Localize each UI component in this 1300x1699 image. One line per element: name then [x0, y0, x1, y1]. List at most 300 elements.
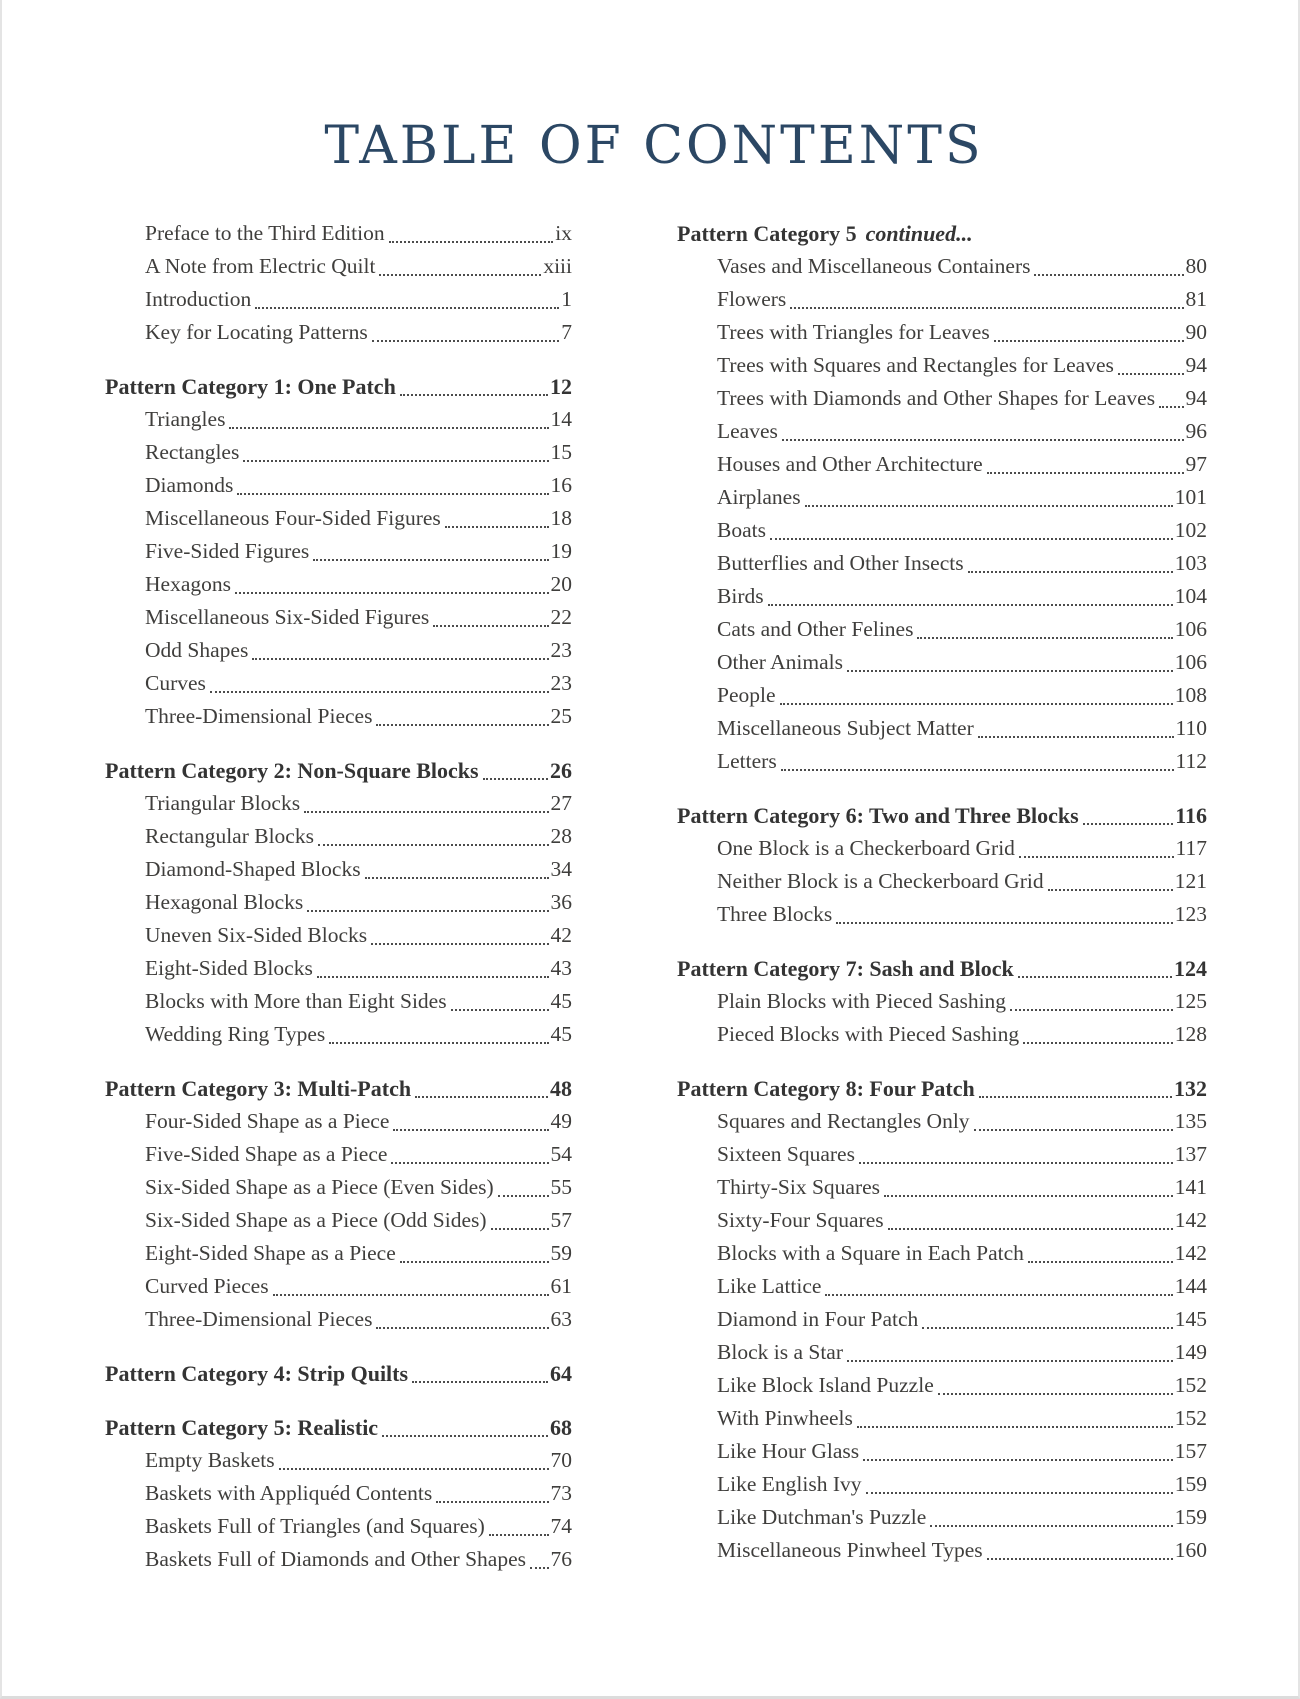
- dot-leader: [781, 769, 1174, 771]
- toc-entry: [677, 514, 1207, 547]
- entry-label: Rectangular Blocks: [145, 824, 314, 849]
- toc-entry: [105, 1138, 572, 1171]
- dot-leader: [1018, 976, 1172, 978]
- toc-entry: [105, 634, 572, 667]
- page-number: 20: [550, 572, 572, 597]
- entry-label: Baskets with Appliquéd Contents: [145, 1481, 433, 1506]
- toc-entry: [105, 820, 572, 853]
- page-number: 152: [1174, 1373, 1207, 1398]
- dot-leader: [317, 976, 549, 978]
- entry-label: Birds: [717, 584, 764, 609]
- page-number: 145: [1174, 1307, 1207, 1332]
- entry-label: Trees with Triangles for Leaves: [717, 320, 990, 345]
- page-number: 23: [550, 638, 572, 663]
- toc-entry: [677, 712, 1207, 745]
- dot-leader: [922, 1327, 1173, 1329]
- page-number: 142: [1174, 1208, 1207, 1233]
- toc-entry: [105, 886, 572, 919]
- entry-label: Hexagonal Blocks: [145, 890, 304, 915]
- page-number: 141: [1174, 1175, 1207, 1200]
- dot-leader: [400, 394, 548, 396]
- entry-label: A Note from Electric Quilt: [145, 254, 376, 279]
- dot-leader: [491, 1228, 549, 1230]
- page-number: 96: [1185, 419, 1207, 444]
- toc-entry: [677, 1303, 1207, 1336]
- toc-entry: [677, 316, 1207, 349]
- page-number: 104: [1174, 584, 1207, 609]
- dot-leader: [235, 592, 549, 594]
- toc-section-heading: [105, 1072, 572, 1105]
- page-number: 15: [550, 440, 572, 465]
- dot-leader: [1118, 373, 1184, 375]
- dot-leader: [389, 241, 554, 243]
- page-title: TABLE OF CONTENTS: [324, 116, 984, 176]
- toc-section-heading: [677, 217, 1207, 250]
- dot-leader: [279, 1468, 549, 1470]
- entry-label: Curved Pieces: [145, 1274, 269, 1299]
- toc-column-left: [105, 217, 572, 1576]
- page-number: 61: [550, 1274, 572, 1299]
- dot-leader: [372, 340, 560, 342]
- toc-entry: [105, 250, 572, 283]
- dot-leader: [968, 571, 1173, 573]
- entry-label: Curves: [145, 671, 206, 696]
- dot-leader: [1083, 823, 1174, 825]
- toc-entry: [105, 985, 572, 1018]
- entry-label: Trees with Diamonds and Other Shapes for Leaves: [717, 386, 1156, 411]
- page-number: 159: [1174, 1505, 1207, 1530]
- page-number: 132: [1174, 1076, 1207, 1102]
- toc-entry: [677, 865, 1207, 898]
- toc-entry: [677, 1105, 1207, 1138]
- dot-leader: [790, 307, 1183, 309]
- page-number: 81: [1185, 287, 1207, 312]
- entry-label: Miscellaneous Four-Sided Figures: [145, 506, 441, 531]
- toc-entry: [105, 1477, 572, 1510]
- page-number: 36: [550, 890, 572, 915]
- toc-entry: [105, 787, 572, 820]
- dot-leader: [917, 637, 1172, 639]
- toc-entry: [105, 1303, 572, 1336]
- toc-entry: [677, 1402, 1207, 1435]
- toc-section: [105, 1411, 572, 1576]
- page-number: 14: [550, 407, 572, 432]
- toc-entry: [105, 700, 572, 733]
- dot-leader: [445, 526, 549, 528]
- page-number: 137: [1174, 1142, 1207, 1167]
- entry-label: Triangular Blocks: [145, 791, 301, 816]
- page-number: 142: [1174, 1241, 1207, 1266]
- page-number: 49: [550, 1109, 572, 1134]
- page-number: 18: [550, 506, 572, 531]
- entry-label: Diamond-Shaped Blocks: [145, 857, 361, 882]
- toc-entry: [677, 1018, 1207, 1051]
- dot-leader: [393, 1129, 548, 1131]
- page-number: 121: [1174, 869, 1207, 894]
- toc-entry: [105, 403, 572, 436]
- toc-entry: [105, 1270, 572, 1303]
- page-number: 123: [1174, 902, 1207, 927]
- toc-entry: [677, 349, 1207, 382]
- dot-leader: [376, 1327, 548, 1329]
- entry-label: Thirty-Six Squares: [717, 1175, 881, 1200]
- entry-label: Odd Shapes: [145, 638, 249, 663]
- entry-label: Miscellaneous Pinwheel Types: [717, 1538, 983, 1563]
- entry-label: Like English Ivy: [717, 1472, 862, 1497]
- page-number: 34: [550, 857, 572, 882]
- dot-leader: [371, 943, 548, 945]
- entry-label: Three-Dimensional Pieces: [145, 704, 373, 729]
- page-number: 25: [550, 704, 572, 729]
- toc-section-heading: [677, 1072, 1207, 1105]
- page-number: xiii: [543, 254, 572, 279]
- entry-label: Uneven Six-Sided Blocks: [145, 923, 368, 948]
- dot-leader: [329, 1042, 548, 1044]
- page-number: 160: [1174, 1538, 1207, 1563]
- dot-leader: [780, 703, 1173, 705]
- toc-section: [105, 370, 572, 733]
- toc-section-heading: [105, 1411, 572, 1444]
- section-heading-label: Pattern Category 7: Sash and Block: [677, 956, 1014, 982]
- dot-leader: [1010, 1009, 1173, 1011]
- toc-entry: [105, 316, 572, 349]
- toc-entry: [105, 535, 572, 568]
- dot-leader: [979, 1096, 1172, 1098]
- page-number: 73: [550, 1481, 572, 1506]
- toc-entry: [677, 580, 1207, 613]
- entry-label: Five-Sided Figures: [145, 539, 310, 564]
- toc-entry: [677, 250, 1207, 283]
- dot-leader: [884, 1195, 1173, 1197]
- entry-label: Introduction: [145, 287, 252, 312]
- page-number: 26: [550, 758, 572, 784]
- dot-leader: [1048, 889, 1173, 891]
- dot-leader: [938, 1393, 1173, 1395]
- entry-label: Airplanes: [717, 485, 801, 510]
- entry-label: Miscellaneous Six-Sided Figures: [145, 605, 430, 630]
- toc-entry: [105, 1105, 572, 1138]
- page-number: 19: [550, 539, 572, 564]
- toc-section: [105, 217, 572, 349]
- entry-label: Blocks with More than Eight Sides: [145, 989, 447, 1014]
- toc-entry: [677, 646, 1207, 679]
- page-number: 22: [550, 605, 572, 630]
- toc-entry: [677, 448, 1207, 481]
- entry-label: Pieced Blocks with Pieced Sashing: [717, 1022, 1020, 1047]
- dot-leader: [1159, 406, 1183, 408]
- toc-entry: [105, 1018, 572, 1051]
- entry-label: Three-Dimensional Pieces: [145, 1307, 373, 1332]
- entry-label: Wedding Ring Types: [145, 1022, 326, 1047]
- toc-entry: [105, 502, 572, 535]
- entry-label: Like Dutchman's Puzzle: [717, 1505, 927, 1530]
- toc-entry: [105, 1237, 572, 1270]
- toc-entry: [677, 1138, 1207, 1171]
- toc-section-heading: [105, 754, 572, 787]
- dot-leader: [379, 274, 541, 276]
- dot-leader: [987, 472, 1184, 474]
- dot-leader: [847, 670, 1173, 672]
- toc-entry: [677, 898, 1207, 931]
- toc-entry: [105, 436, 572, 469]
- entry-label: Cats and Other Felines: [717, 617, 914, 642]
- entry-label: Like Hour Glass: [717, 1439, 860, 1464]
- entry-label: Boats: [717, 518, 766, 543]
- page-number: 74: [550, 1514, 572, 1539]
- toc-section: [677, 799, 1207, 931]
- toc-entry: [105, 601, 572, 634]
- entry-label: Leaves: [717, 419, 778, 444]
- toc-entry: [105, 853, 572, 886]
- entry-label: Sixteen Squares: [717, 1142, 855, 1167]
- dot-leader: [994, 340, 1184, 342]
- entry-label: Trees with Squares and Rectangles for Leaves: [717, 353, 1114, 378]
- toc-entry: [105, 283, 572, 316]
- entry-label: Miscellaneous Subject Matter: [717, 716, 974, 741]
- section-heading-label: Pattern Category 1: One Patch: [105, 374, 396, 400]
- dot-leader: [243, 460, 548, 462]
- dot-leader: [313, 559, 548, 561]
- toc-entry: [105, 667, 572, 700]
- page-number: 101: [1174, 485, 1207, 510]
- entry-label: Six-Sided Shape as a Piece (Odd Sides): [145, 1208, 487, 1233]
- entry-label: Flowers: [717, 287, 787, 312]
- toc-entry: [105, 952, 572, 985]
- page-number: 97: [1185, 452, 1207, 477]
- dot-leader: [304, 811, 548, 813]
- entry-label: Preface to the Third Edition: [145, 221, 385, 246]
- page-number: 23: [550, 671, 572, 696]
- entry-label: Four-Sided Shape as a Piece: [145, 1109, 390, 1134]
- toc-entry: [677, 1501, 1207, 1534]
- dot-leader: [237, 493, 548, 495]
- dot-leader: [307, 910, 548, 912]
- entry-label: Five-Sided Shape as a Piece: [145, 1142, 388, 1167]
- toc-section: [677, 1072, 1207, 1567]
- page-number: 103: [1174, 551, 1207, 576]
- dot-leader: [273, 1294, 549, 1296]
- toc-entry: [677, 481, 1207, 514]
- page-number: 125: [1174, 989, 1207, 1014]
- toc-entry: [105, 1444, 572, 1477]
- page-number: 27: [550, 791, 572, 816]
- toc-section-heading: [677, 952, 1207, 985]
- entry-label: Like Block Island Puzzle: [717, 1373, 934, 1398]
- dot-leader: [863, 1459, 1173, 1461]
- dot-leader: [1023, 1042, 1173, 1044]
- dot-leader: [436, 1501, 548, 1503]
- page-number: 12: [550, 374, 572, 400]
- toc-entry: [677, 679, 1207, 712]
- toc-entry: [677, 1534, 1207, 1567]
- page-number: 57: [550, 1208, 572, 1233]
- dot-leader: [530, 1567, 549, 1569]
- toc-entry: [677, 547, 1207, 580]
- entry-label: Six-Sided Shape as a Piece (Even Sides): [145, 1175, 494, 1200]
- section-heading-label: Pattern Category 3: Multi-Patch: [105, 1076, 412, 1102]
- toc-entry: [677, 382, 1207, 415]
- dot-leader: [415, 1096, 548, 1098]
- toc-entry: [677, 985, 1207, 1018]
- toc-entry: [677, 1369, 1207, 1402]
- toc-entry: [677, 832, 1207, 865]
- toc-entry: [105, 1171, 572, 1204]
- entry-label: Butterflies and Other Insects: [717, 551, 964, 576]
- page-number: 68: [550, 1415, 572, 1441]
- page-number: ix: [555, 221, 572, 246]
- dot-leader: [229, 427, 548, 429]
- toc-entry: [105, 1543, 572, 1576]
- dot-leader: [365, 877, 549, 879]
- toc-entry: [677, 745, 1207, 778]
- dot-leader: [252, 658, 548, 660]
- dot-leader: [859, 1162, 1173, 1164]
- entry-label: Plain Blocks with Pieced Sashing: [717, 989, 1007, 1014]
- page-number: 135: [1174, 1109, 1207, 1134]
- toc-entry: [677, 1270, 1207, 1303]
- page-number: 80: [1185, 254, 1207, 279]
- dot-leader: [498, 1195, 549, 1197]
- page-number: 7: [561, 320, 572, 345]
- toc-entry: [105, 568, 572, 601]
- toc-entry: [677, 613, 1207, 646]
- page-number: 63: [550, 1307, 572, 1332]
- entry-label: One Block is a Checkerboard Grid: [717, 836, 1015, 861]
- entry-label: Eight-Sided Blocks: [145, 956, 313, 981]
- entry-label: Triangles: [145, 407, 226, 432]
- dot-leader: [782, 439, 1184, 441]
- page-number: 102: [1174, 518, 1207, 543]
- dot-leader: [1034, 274, 1183, 276]
- page-number: 43: [550, 956, 572, 981]
- entry-label: Other Animals: [717, 650, 843, 675]
- entry-label: Key for Locating Patterns: [145, 320, 368, 345]
- section-heading-label: Pattern Category 4: Strip Quilts: [105, 1361, 409, 1387]
- dot-leader: [1019, 856, 1174, 858]
- entry-label: Houses and Other Architecture: [717, 452, 983, 477]
- toc-entry: [677, 1336, 1207, 1369]
- toc-entry: [105, 919, 572, 952]
- entry-label: Neither Block is a Checkerboard Grid: [717, 869, 1044, 894]
- page-number: 110: [1175, 716, 1207, 741]
- page-number: 106: [1174, 617, 1207, 642]
- dot-leader: [489, 1534, 549, 1536]
- page-number: 45: [550, 1022, 572, 1047]
- dot-leader: [930, 1525, 1172, 1527]
- toc-section: [105, 1072, 572, 1336]
- entry-label: Hexagons: [145, 572, 231, 597]
- toc-entry: [105, 1204, 572, 1237]
- page-number: 159: [1174, 1472, 1207, 1497]
- page-number: 28: [550, 824, 572, 849]
- toc-section-heading: [105, 370, 572, 403]
- toc-entry: [677, 1237, 1207, 1270]
- entry-label: People: [717, 683, 776, 708]
- page-number: 128: [1174, 1022, 1207, 1047]
- dot-leader: [974, 1129, 1173, 1131]
- toc-section: [105, 1357, 572, 1390]
- dot-leader: [978, 736, 1174, 738]
- dot-leader: [836, 922, 1173, 924]
- page-number: 48: [550, 1076, 572, 1102]
- entry-label: With Pinwheels: [717, 1406, 853, 1431]
- toc-entry: [105, 217, 572, 250]
- dot-leader: [400, 1261, 549, 1263]
- dot-leader: [888, 1228, 1173, 1230]
- entry-label: Block is a Star: [717, 1340, 843, 1365]
- dot-leader: [825, 1294, 1172, 1296]
- page-number: 45: [550, 989, 572, 1014]
- page-number: 90: [1185, 320, 1207, 345]
- dot-leader: [847, 1360, 1173, 1362]
- dot-leader: [768, 604, 1173, 606]
- toc-section: [105, 754, 572, 1051]
- page-number: 124: [1174, 956, 1207, 982]
- entry-label: Empty Baskets: [145, 1448, 275, 1473]
- page-number: 108: [1174, 683, 1207, 708]
- dot-leader: [451, 1009, 549, 1011]
- page-number: 94: [1185, 353, 1207, 378]
- toc-columns: [105, 217, 1207, 1576]
- entry-label: Squares and Rectangles Only: [717, 1109, 970, 1134]
- dot-leader: [433, 625, 548, 627]
- toc-entry: [677, 1171, 1207, 1204]
- page-number: 106: [1174, 650, 1207, 675]
- section-heading-label: Pattern Category 6: Two and Three Blocks: [677, 803, 1079, 829]
- entry-label: Diamond in Four Patch: [717, 1307, 919, 1332]
- entry-label: Three Blocks: [717, 902, 833, 927]
- dot-leader: [770, 538, 1173, 540]
- toc-column-right: [677, 217, 1207, 1567]
- toc-entry: [677, 1435, 1207, 1468]
- entry-label: Rectangles: [145, 440, 240, 465]
- page-number: 144: [1174, 1274, 1207, 1299]
- entry-label: Baskets Full of Triangles (and Squares): [145, 1514, 485, 1539]
- page-number: 59: [550, 1241, 572, 1266]
- page-number: 117: [1175, 836, 1207, 861]
- section-heading-label: Pattern Category 5: Realistic: [105, 1415, 379, 1441]
- page-number: 152: [1174, 1406, 1207, 1431]
- toc-entry: [677, 283, 1207, 316]
- page-number: 76: [550, 1547, 572, 1572]
- page-number: 112: [1175, 749, 1207, 774]
- entry-label: Eight-Sided Shape as a Piece: [145, 1241, 396, 1266]
- toc-section: [677, 217, 1207, 778]
- section-heading-continued-label: continued...: [865, 221, 973, 247]
- toc-section-heading: [105, 1357, 572, 1390]
- toc-section: [677, 952, 1207, 1051]
- dot-leader: [483, 778, 548, 780]
- entry-label: Letters: [717, 749, 777, 774]
- section-heading-label: Pattern Category 8: Four Patch: [677, 1076, 975, 1102]
- dot-leader: [987, 1558, 1173, 1560]
- page-number: 42: [550, 923, 572, 948]
- page-number: 1: [561, 287, 572, 312]
- toc-entry: [105, 1510, 572, 1543]
- entry-label: Diamonds: [145, 473, 234, 498]
- dot-leader: [412, 1381, 548, 1383]
- toc-entry: [105, 469, 572, 502]
- entry-label: Sixty-Four Squares: [717, 1208, 884, 1233]
- entry-label: Vases and Miscellaneous Containers: [717, 254, 1031, 279]
- dot-leader: [318, 844, 549, 846]
- dot-leader: [255, 307, 559, 309]
- page-number: 55: [550, 1175, 572, 1200]
- dot-leader: [866, 1492, 1173, 1494]
- toc-entry: [677, 1468, 1207, 1501]
- dot-leader: [1028, 1261, 1173, 1263]
- page-number: 94: [1185, 386, 1207, 411]
